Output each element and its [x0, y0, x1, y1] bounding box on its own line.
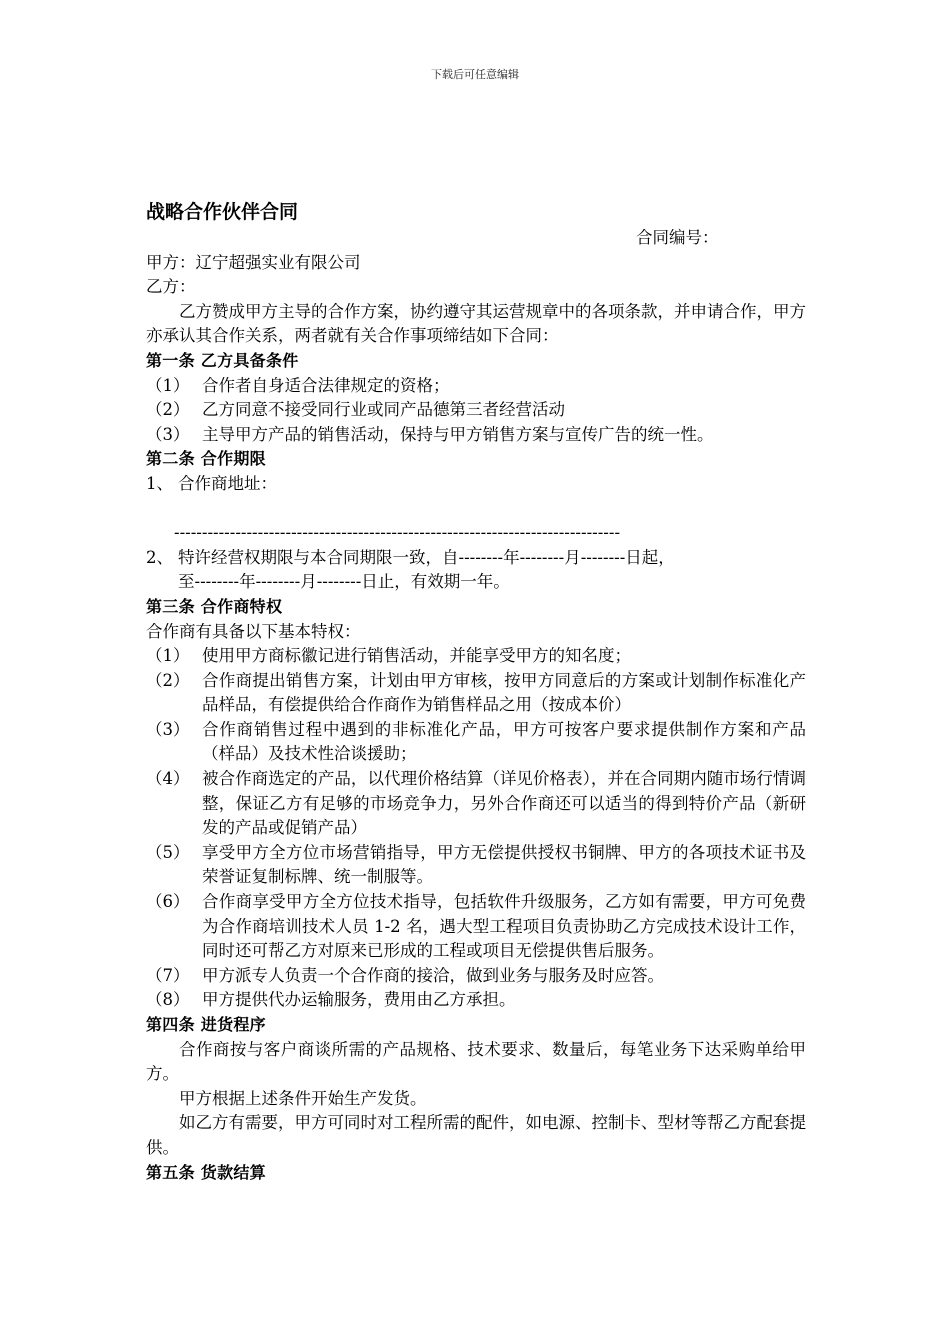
item-number: （2） — [146, 400, 190, 420]
download-note: 下载后可任意编辑 — [431, 68, 519, 81]
item-number: （4） — [146, 769, 190, 789]
intro-paragraph: 乙方赞成甲方主导的合作方案，协约遵守其运营规章中的各项条款，并申请合作，甲方亦承认其合作关系，两者就有关合作事项缔结如下合同： — [146, 301, 806, 346]
item-text: 被合作商选定的产品，以代理价格结算（详见价格表），并在合同期内随市场行情调整，保证乙方有足够的市场竞争力，另外合作商还可以适当的得到特价产品（新研发的产品或促销产品） — [202, 769, 806, 838]
article-1-heading: 第一条 乙方具备条件 — [146, 350, 299, 370]
item-text: 合作商享受甲方全方位技术指导，包括软件升级服务，乙方如有需要，甲方可免费为合作商培训技术人员 1-2 名，遇大型工程项目负责协助乙方完成技术设计工作，同时还可帮乙方对原来已形成的工程或项目无偿提供售后服务。 — [202, 892, 806, 961]
partner-address-label: 合作商地址： — [178, 473, 277, 493]
article-4-paragraph: 合作商按与客户商谈所需的产品规格、技术要求、数量后，每笔业务下达采购单给甲方。 — [146, 1039, 806, 1084]
article-3-heading: 第三条 合作商特权 — [146, 596, 283, 616]
article-3-item — [146, 669, 806, 718]
item-number: （8） — [146, 990, 190, 1010]
article-4-heading: 第四条 进货程序 — [146, 1015, 266, 1034]
article-3-item — [146, 718, 806, 767]
article-1-item — [146, 374, 806, 399]
article-4-paragraph: 如乙方有需要，甲方可同时对工程所需的配件，如电源、控制卡、型材等帮乙方配套提供。 — [146, 1113, 806, 1157]
article-5-heading: 第五条 货款结算 — [146, 1162, 266, 1182]
contract-body — [146, 198, 806, 1185]
item-text: 合作者自身适合法律规定的资格； — [202, 375, 450, 395]
item-text: 甲方提供代办运输服务，费用由乙方承担。 — [202, 990, 516, 1010]
address-fill-line: -------------------------------------------------------------------------------- — [174, 523, 621, 543]
item-text: 乙方同意不接受同行业或同产品德第三者经营活动 — [202, 400, 565, 420]
article-3-item — [146, 890, 806, 964]
article-3-item — [146, 988, 806, 1013]
item-number: 1、 — [146, 473, 173, 493]
article-4-paragraph: 甲方根据上述条件开始生产发货。 — [179, 1088, 427, 1108]
article-3-intro: 合作商有具备以下基本特权： — [146, 621, 361, 641]
item-number: （5） — [146, 842, 190, 862]
item-text: 合作商提出销售方案，计划由甲方审核，按甲方同意后的方案或计划制作标准化产品样品，有偿提供给合作商作为销售样品之用（按成本价） — [202, 670, 806, 715]
contract-title: 战略合作伙伴合同 — [146, 201, 299, 223]
article-3-item — [146, 841, 806, 890]
item-number: （2） — [146, 670, 190, 690]
party-a: 甲方：辽宁超强实业有限公司 — [146, 252, 361, 272]
item-number: 2、 — [146, 547, 173, 567]
article-3-item — [146, 964, 806, 989]
article-2-heading: 第二条 合作期限 — [146, 449, 266, 469]
item-number: （6） — [146, 892, 190, 912]
item-number: （3） — [146, 424, 190, 444]
article-2-item — [146, 472, 806, 497]
article-3-item — [146, 767, 806, 841]
term-period-line: 特许经营权期限与本合同期限一致，自--------年--------月--------日起， — [178, 547, 675, 567]
article-2-item — [146, 546, 806, 571]
article-1-item — [146, 398, 806, 423]
contract-number-label: 合同编号： — [636, 228, 719, 247]
blank-line — [146, 497, 806, 522]
article-1-item — [146, 423, 806, 448]
article-3-item — [146, 644, 806, 669]
item-number: （7） — [146, 965, 190, 985]
item-text: 主导甲方产品的销售活动，保持与甲方销售方案与宣传广告的统一性。 — [202, 424, 714, 444]
term-period-continuation: 至--------年--------月--------日止，有效期一年。 — [178, 572, 510, 592]
item-text: 使用甲方商标徽记进行销售活动，并能享受甲方的知名度； — [202, 646, 631, 666]
item-number: （3） — [146, 719, 190, 739]
item-text: 享受甲方全方位市场营销指导，甲方无偿提供授权书铜牌、甲方的各项技术证书及荣誉证复制标牌、统一制服等。 — [202, 842, 806, 887]
item-text: 合作商销售过程中遇到的非标准化产品，甲方可按客户要求提供制作方案和产品（样品）及技术性洽谈援助； — [202, 719, 806, 764]
party-b: 乙方： — [146, 277, 196, 297]
item-number: （1） — [146, 375, 190, 395]
item-text: 甲方派专人负责一个合作商的接洽，做到业务与服务及时应答。 — [202, 965, 664, 985]
item-number: （1） — [146, 646, 190, 666]
